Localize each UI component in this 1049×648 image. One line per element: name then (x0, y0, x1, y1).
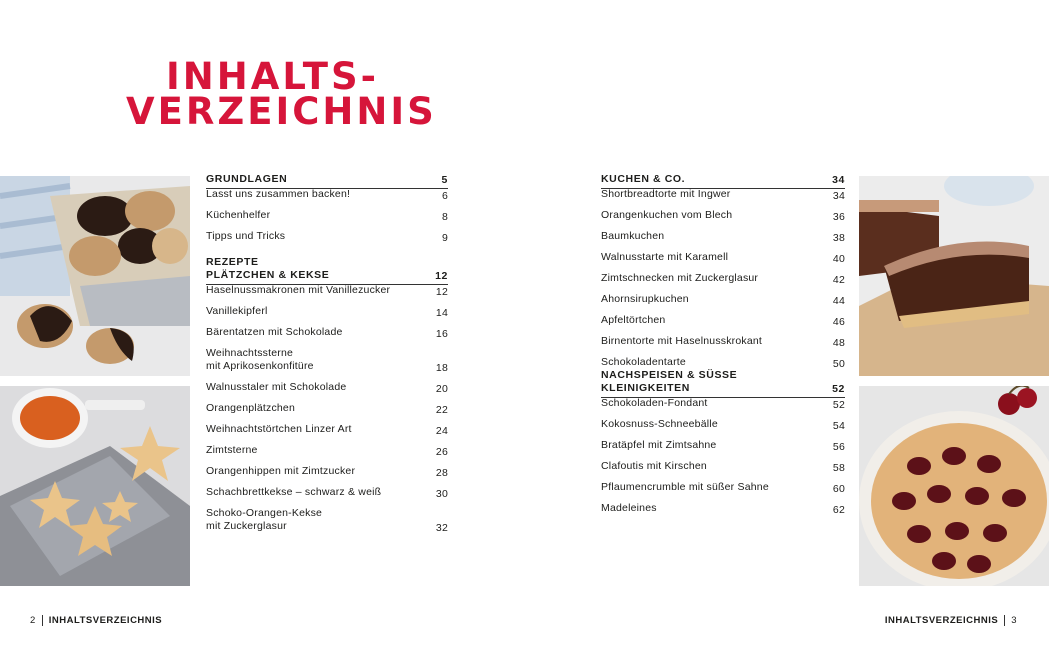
toc-entry (601, 497, 845, 518)
toc-page-number: 26 (435, 446, 448, 458)
toc-entry (601, 330, 845, 351)
toc-page-number: 40 (832, 253, 845, 265)
toc-entry (206, 376, 448, 397)
toc-entry (601, 189, 845, 204)
toc-entry-title: Weihnachtssterne mit Aprikosenkonfitüre (206, 346, 314, 373)
toc-page-number: 20 (435, 383, 448, 395)
toc-entry-title: Kokosnuss-Schneebälle (601, 418, 718, 431)
toc-entry-title: Walnusstarte mit Karamell (601, 251, 729, 264)
toc-entry-title: REZEPTE PLÄTZCHEN & KEKSE (206, 255, 330, 281)
toc-section-heading (206, 255, 448, 285)
toc-page-number: 62 (832, 504, 845, 516)
page-title-line-1: INHALTS- (166, 55, 380, 98)
toc-entry-title: Shortbreadtorte mit Ingwer (601, 188, 731, 201)
toc-entry (206, 321, 448, 342)
toc-entry-title: Ahornsirupkuchen (601, 293, 689, 306)
toc-page-number: 18 (435, 362, 448, 374)
toc-entry (601, 476, 845, 497)
toc-right-column (601, 172, 845, 518)
footer-left (30, 615, 162, 626)
toc-entry (206, 189, 448, 204)
toc-page-number: 6 (441, 190, 448, 202)
toc-entry (206, 397, 448, 418)
toc-entry (206, 460, 448, 481)
page-title-line-2: VERZEICHNIS (126, 90, 437, 133)
toc-page-number: 28 (435, 467, 448, 479)
toc-section-heading (601, 172, 845, 189)
toc-entry-title: Zimtsterne (206, 444, 258, 457)
footer-right (885, 615, 1017, 626)
toc-page-number: 5 (441, 174, 448, 186)
toc-entry-title: Bratäpfel mit Zimtsahne (601, 439, 717, 452)
toc-page-number: 48 (832, 337, 845, 349)
toc-entry-title: Bärentatzen mit Schokolade (206, 326, 343, 339)
toc-page-number: 56 (832, 441, 845, 453)
toc-page-number: 12 (435, 286, 448, 298)
toc-page-number: 12 (435, 270, 448, 282)
toc-entry-title: Weihnachtstörtchen Linzer Art (206, 423, 352, 436)
toc-page-number: 36 (832, 211, 845, 223)
toc-entry (601, 413, 845, 434)
toc-page-number: 34 (832, 190, 845, 202)
toc-entry (206, 342, 448, 376)
toc-entry-title: Tipps und Tricks (206, 230, 286, 243)
toc-entry-title: Schokoladen-Fondant (601, 397, 708, 410)
toc-entry (601, 267, 845, 288)
toc-entry (206, 204, 448, 225)
toc-entry-title: Madeleines (601, 502, 657, 515)
toc-section-heading (206, 172, 448, 189)
toc-entry (601, 288, 845, 309)
page-number-left: 2 (30, 615, 36, 626)
toc-entry-title: Haselnussmakronen mit Vanillezucker (206, 284, 391, 297)
toc-entry-title: Orangenkuchen vom Blech (601, 209, 733, 222)
toc-entry-title: Schokoladentarte (601, 356, 686, 369)
toc-entry-title: Schachbrettkekse – schwarz & weiß (206, 486, 382, 499)
toc-entry-title: Zimtschnecken mit Zuckerglasur (601, 272, 759, 285)
toc-entry (206, 418, 448, 439)
toc-entry (206, 439, 448, 460)
toc-entry (601, 246, 845, 267)
toc-page-number: 52 (832, 399, 845, 411)
toc-entry (601, 398, 845, 413)
photo-star-cookies (0, 386, 190, 586)
toc-entry-title: Schoko-Orangen-Kekse mit Zuckerglasur (206, 506, 323, 533)
toc-page-number: 8 (441, 211, 448, 223)
section-gap (206, 246, 448, 255)
toc-entry (601, 434, 845, 455)
toc-entry-title: KUCHEN & CO. (601, 172, 686, 185)
toc-entry (601, 455, 845, 476)
running-title-right: INHALTSVERZEICHNIS (884, 615, 999, 626)
toc-page-number: 46 (832, 316, 845, 328)
toc-page-number: 9 (441, 232, 448, 244)
footer-separator (1004, 615, 1005, 626)
toc-page-number: 16 (435, 328, 448, 340)
toc-entry (206, 300, 448, 321)
toc-page-number: 32 (435, 522, 448, 534)
photo-chocolate-tart (859, 176, 1049, 376)
running-title-left: INHALTSVERZEICHNIS (48, 615, 163, 626)
toc-entry (206, 285, 448, 300)
toc-page-number: 38 (832, 232, 845, 244)
footer-separator (42, 615, 43, 626)
toc-entry-title: Clafoutis mit Kirschen (601, 460, 707, 473)
toc-entry (601, 309, 845, 330)
toc-entry-title: Birnentorte mit Haselnusskrokant (601, 335, 763, 348)
toc-entry-title: Lasst uns zusammen backen! (206, 188, 351, 201)
toc-page-number: 50 (832, 358, 845, 370)
toc-entry (206, 502, 448, 536)
toc-entry-title: NACHSPEISEN & SÜSSE KLEINIGKEITEN (601, 368, 738, 394)
toc-page-number: 24 (435, 425, 448, 437)
toc-entry (601, 225, 845, 246)
toc-entry-title: Orangenhippen mit Zimtzucker (206, 465, 356, 478)
toc-entry-title: Walnusstaler mit Schokolade (206, 381, 347, 394)
toc-page-number: 42 (832, 274, 845, 286)
toc-page-number: 22 (435, 404, 448, 416)
toc-page-number: 52 (832, 383, 845, 395)
toc-page-number: 60 (832, 483, 845, 495)
toc-entry-title: Vanillekipferl (206, 305, 268, 318)
page-number-right: 3 (1011, 615, 1017, 626)
toc-page-number: 14 (435, 307, 448, 319)
toc-page-number: 54 (832, 420, 845, 432)
toc-entry-title: Küchenhelfer (206, 209, 271, 222)
toc-left-column (206, 172, 448, 536)
toc-page-number: 44 (832, 295, 845, 307)
toc-entry-title: GRUNDLAGEN (206, 172, 288, 185)
toc-entry (206, 481, 448, 502)
toc-entry-title: Pflaumencrumble mit süßer Sahne (601, 481, 769, 494)
toc-page-number: 58 (832, 462, 845, 474)
toc-entry-title: Baumkuchen (601, 230, 665, 243)
toc-section-heading (601, 368, 845, 398)
toc-page-number: 30 (435, 488, 448, 500)
toc-entry (206, 225, 448, 246)
toc-page-number: 34 (832, 174, 845, 186)
toc-entry (601, 204, 845, 225)
photo-chocolate-cookies (0, 176, 190, 376)
toc-entry-title: Apfeltörtchen (601, 314, 666, 327)
toc-entry-title: Orangenplätzchen (206, 402, 296, 415)
photo-cherry-clafoutis (859, 386, 1049, 586)
